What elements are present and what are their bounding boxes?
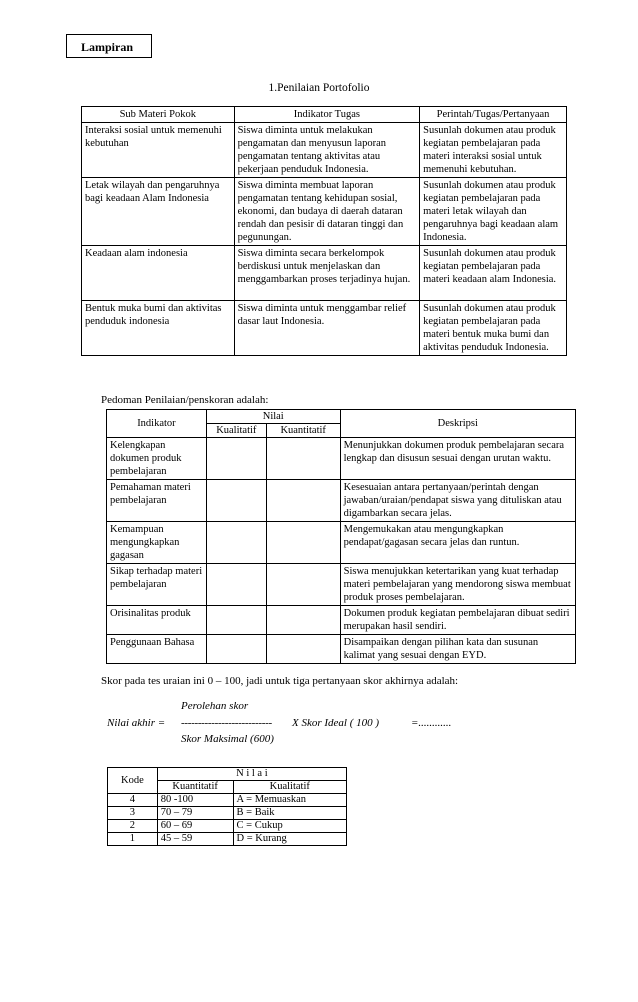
- rubric-table: [106, 409, 576, 664]
- table-cell: Susunlah dokumen atau produk kegiatan pembelajaran pada materi bentuk muka bumi dan aktivitas penduduk Indonesia.: [420, 301, 567, 356]
- table-row: [82, 301, 567, 356]
- table-cell: Orisinalitas produk: [107, 606, 207, 635]
- header-sub-materi: Sub Materi Pokok: [82, 107, 235, 123]
- empty-cell: [206, 522, 266, 564]
- table-cell: Disampaikan dengan pilihan kata dan susunan kalimat yang sesuai dengan EYD.: [340, 635, 575, 664]
- table-cell: C = Cukup: [233, 820, 346, 833]
- table-cell: B = Baik: [233, 807, 346, 820]
- table-cell: 2: [108, 820, 158, 833]
- table-row: [107, 480, 576, 522]
- table-cell: Kemampuan mengungkapkan gagasan: [107, 522, 207, 564]
- table-row: [108, 794, 347, 807]
- table-row: [107, 606, 576, 635]
- table-cell: 1: [108, 833, 158, 846]
- section-title: 1.Penilaian Portofolio: [268, 82, 370, 94]
- table-cell: Pemahaman materi pembelajaran: [107, 480, 207, 522]
- table-row: [82, 246, 567, 301]
- table-cell: Interaksi sosial untuk memenuhi kebutuhan: [82, 123, 235, 178]
- empty-cell: [206, 635, 266, 664]
- table-cell: Kesesuaian antara pertanyaan/perintah dengan jawaban/uraian/pendapat siswa yang dituliskan atau digambarkan secara jelas.: [340, 480, 575, 522]
- table-cell: 70 – 79: [157, 807, 233, 820]
- portfolio-table: [81, 106, 567, 356]
- header-kuantitatif: Kuantitatif: [266, 424, 340, 438]
- empty-cell: [266, 522, 340, 564]
- header-kualitatif: Kualitatif: [233, 781, 346, 794]
- formula-left: Nilai akhir =: [107, 717, 166, 729]
- table-cell: Siswa menujukkan ketertarikan yang kuat terhadap materi pembelajaran yang mendorong siswa membuat produk proses pembelajaran.: [340, 564, 575, 606]
- formula-fraction-line: ---------------------------: [181, 717, 272, 729]
- table-cell: Mengemukakan atau mengungkapkan pendapat/gagasan secara jelas dan runtun.: [340, 522, 575, 564]
- header-kode: Kode: [108, 768, 158, 794]
- table-cell: Susunlah dokumen atau produk kegiatan pembelajaran pada materi letak wilayah dan pengaruhnya bagi keadaan alam Indonesia.: [420, 178, 567, 246]
- table-cell: Susunlah dokumen atau produk kegiatan pembelajaran pada materi interaksi sosial untuk memenuhi kebutuhan.: [420, 123, 567, 178]
- table-cell: Susunlah dokumen atau produk kegiatan pembelajaran pada materi keadaan alam Indonesia.: [420, 246, 567, 301]
- table-cell: Sikap terhadap materi pembelajaran: [107, 564, 207, 606]
- formula-equals: =............: [411, 717, 452, 729]
- empty-cell: [206, 606, 266, 635]
- formula-numerator: Perolehan skor: [181, 700, 249, 712]
- header-indikator: Indikator: [107, 410, 207, 438]
- header-nilai: Nilai: [206, 410, 340, 424]
- table-row: [82, 178, 567, 246]
- header-perintah: Perintah/Tugas/Pertanyaan: [420, 107, 567, 123]
- table-cell: 3: [108, 807, 158, 820]
- header-indikator-tugas: Indikator Tugas: [234, 107, 420, 123]
- header-deskripsi: Deskripsi: [340, 410, 575, 438]
- table-row: [107, 635, 576, 664]
- table-cell: Dokumen produk kegiatan pembelajaran dibuat sediri merupakan hasil sendiri.: [340, 606, 575, 635]
- table-cell: 45 – 59: [157, 833, 233, 846]
- table-cell: D = Kurang: [233, 833, 346, 846]
- table-cell: A = Memuaskan: [233, 794, 346, 807]
- empty-cell: [266, 480, 340, 522]
- table-cell: Siswa diminta membuat laporan pengamatan tentang kehidupan sosial, ekonomi, dan budaya di daerah dataran rendah dan pesisir di dataran tinggi dan pegunungan.: [234, 178, 420, 246]
- table-cell: Menunjukkan dokumen produk pembelajaran secara lengkap dan disusun sesuai dengan urutan waktu.: [340, 438, 575, 480]
- table-cell: Letak wilayah dan pengaruhnya bagi keadaan Alam Indonesia: [82, 178, 235, 246]
- table-row: [107, 564, 576, 606]
- formula-denominator: Skor Maksimal (600): [181, 733, 274, 745]
- table-cell: Siswa diminta secara berkelompok berdiskusi untuk menjelaskan dan menggambarkan proses terjadinya hujan.: [234, 246, 420, 301]
- table-cell: 80 -100: [157, 794, 233, 807]
- table-cell: Kelengkapan dokumen produk pembelajaran: [107, 438, 207, 480]
- table-row: [107, 438, 576, 480]
- table-cell: Keadaan alam indonesia: [82, 246, 235, 301]
- table-row: [107, 522, 576, 564]
- empty-cell: [206, 438, 266, 480]
- table-row: [82, 123, 567, 178]
- formula-right: X Skor Ideal ( 100 ): [292, 717, 380, 729]
- grade-table: [107, 767, 347, 846]
- table-cell: 4: [108, 794, 158, 807]
- empty-cell: [266, 635, 340, 664]
- empty-cell: [266, 606, 340, 635]
- table-row: [108, 820, 347, 833]
- header-kualitatif: Kualitatif: [206, 424, 266, 438]
- empty-cell: [206, 564, 266, 606]
- table-cell: Penggunaan Bahasa: [107, 635, 207, 664]
- table-cell: 60 – 69: [157, 820, 233, 833]
- header-nilai: N i l a i: [157, 768, 346, 781]
- empty-cell: [266, 564, 340, 606]
- empty-cell: [206, 480, 266, 522]
- lampiran-label: Lampiran: [66, 34, 152, 58]
- table-cell: Siswa diminta untuk melakukan pengamatan dan menyusun laporan pengamatan tentang aktivitas atau pekerjaan penduduk Indonesia.: [234, 123, 420, 178]
- table-row: [108, 807, 347, 820]
- empty-cell: [266, 438, 340, 480]
- skor-text: Skor pada tes uraian ini 0 – 100, jadi untuk tiga pertanyaan skor akhirnya adalah:: [101, 675, 459, 687]
- table-cell: Siswa diminta untuk menggambar relief dasar laut Indonesia.: [234, 301, 420, 356]
- header-kuantitatif: Kuantitatif: [157, 781, 233, 794]
- table-cell: Bentuk muka bumi dan aktivitas penduduk indonesia: [82, 301, 235, 356]
- pedoman-title: Pedoman Penilaian/penskoran adalah:: [101, 394, 269, 406]
- table-row: [108, 833, 347, 846]
